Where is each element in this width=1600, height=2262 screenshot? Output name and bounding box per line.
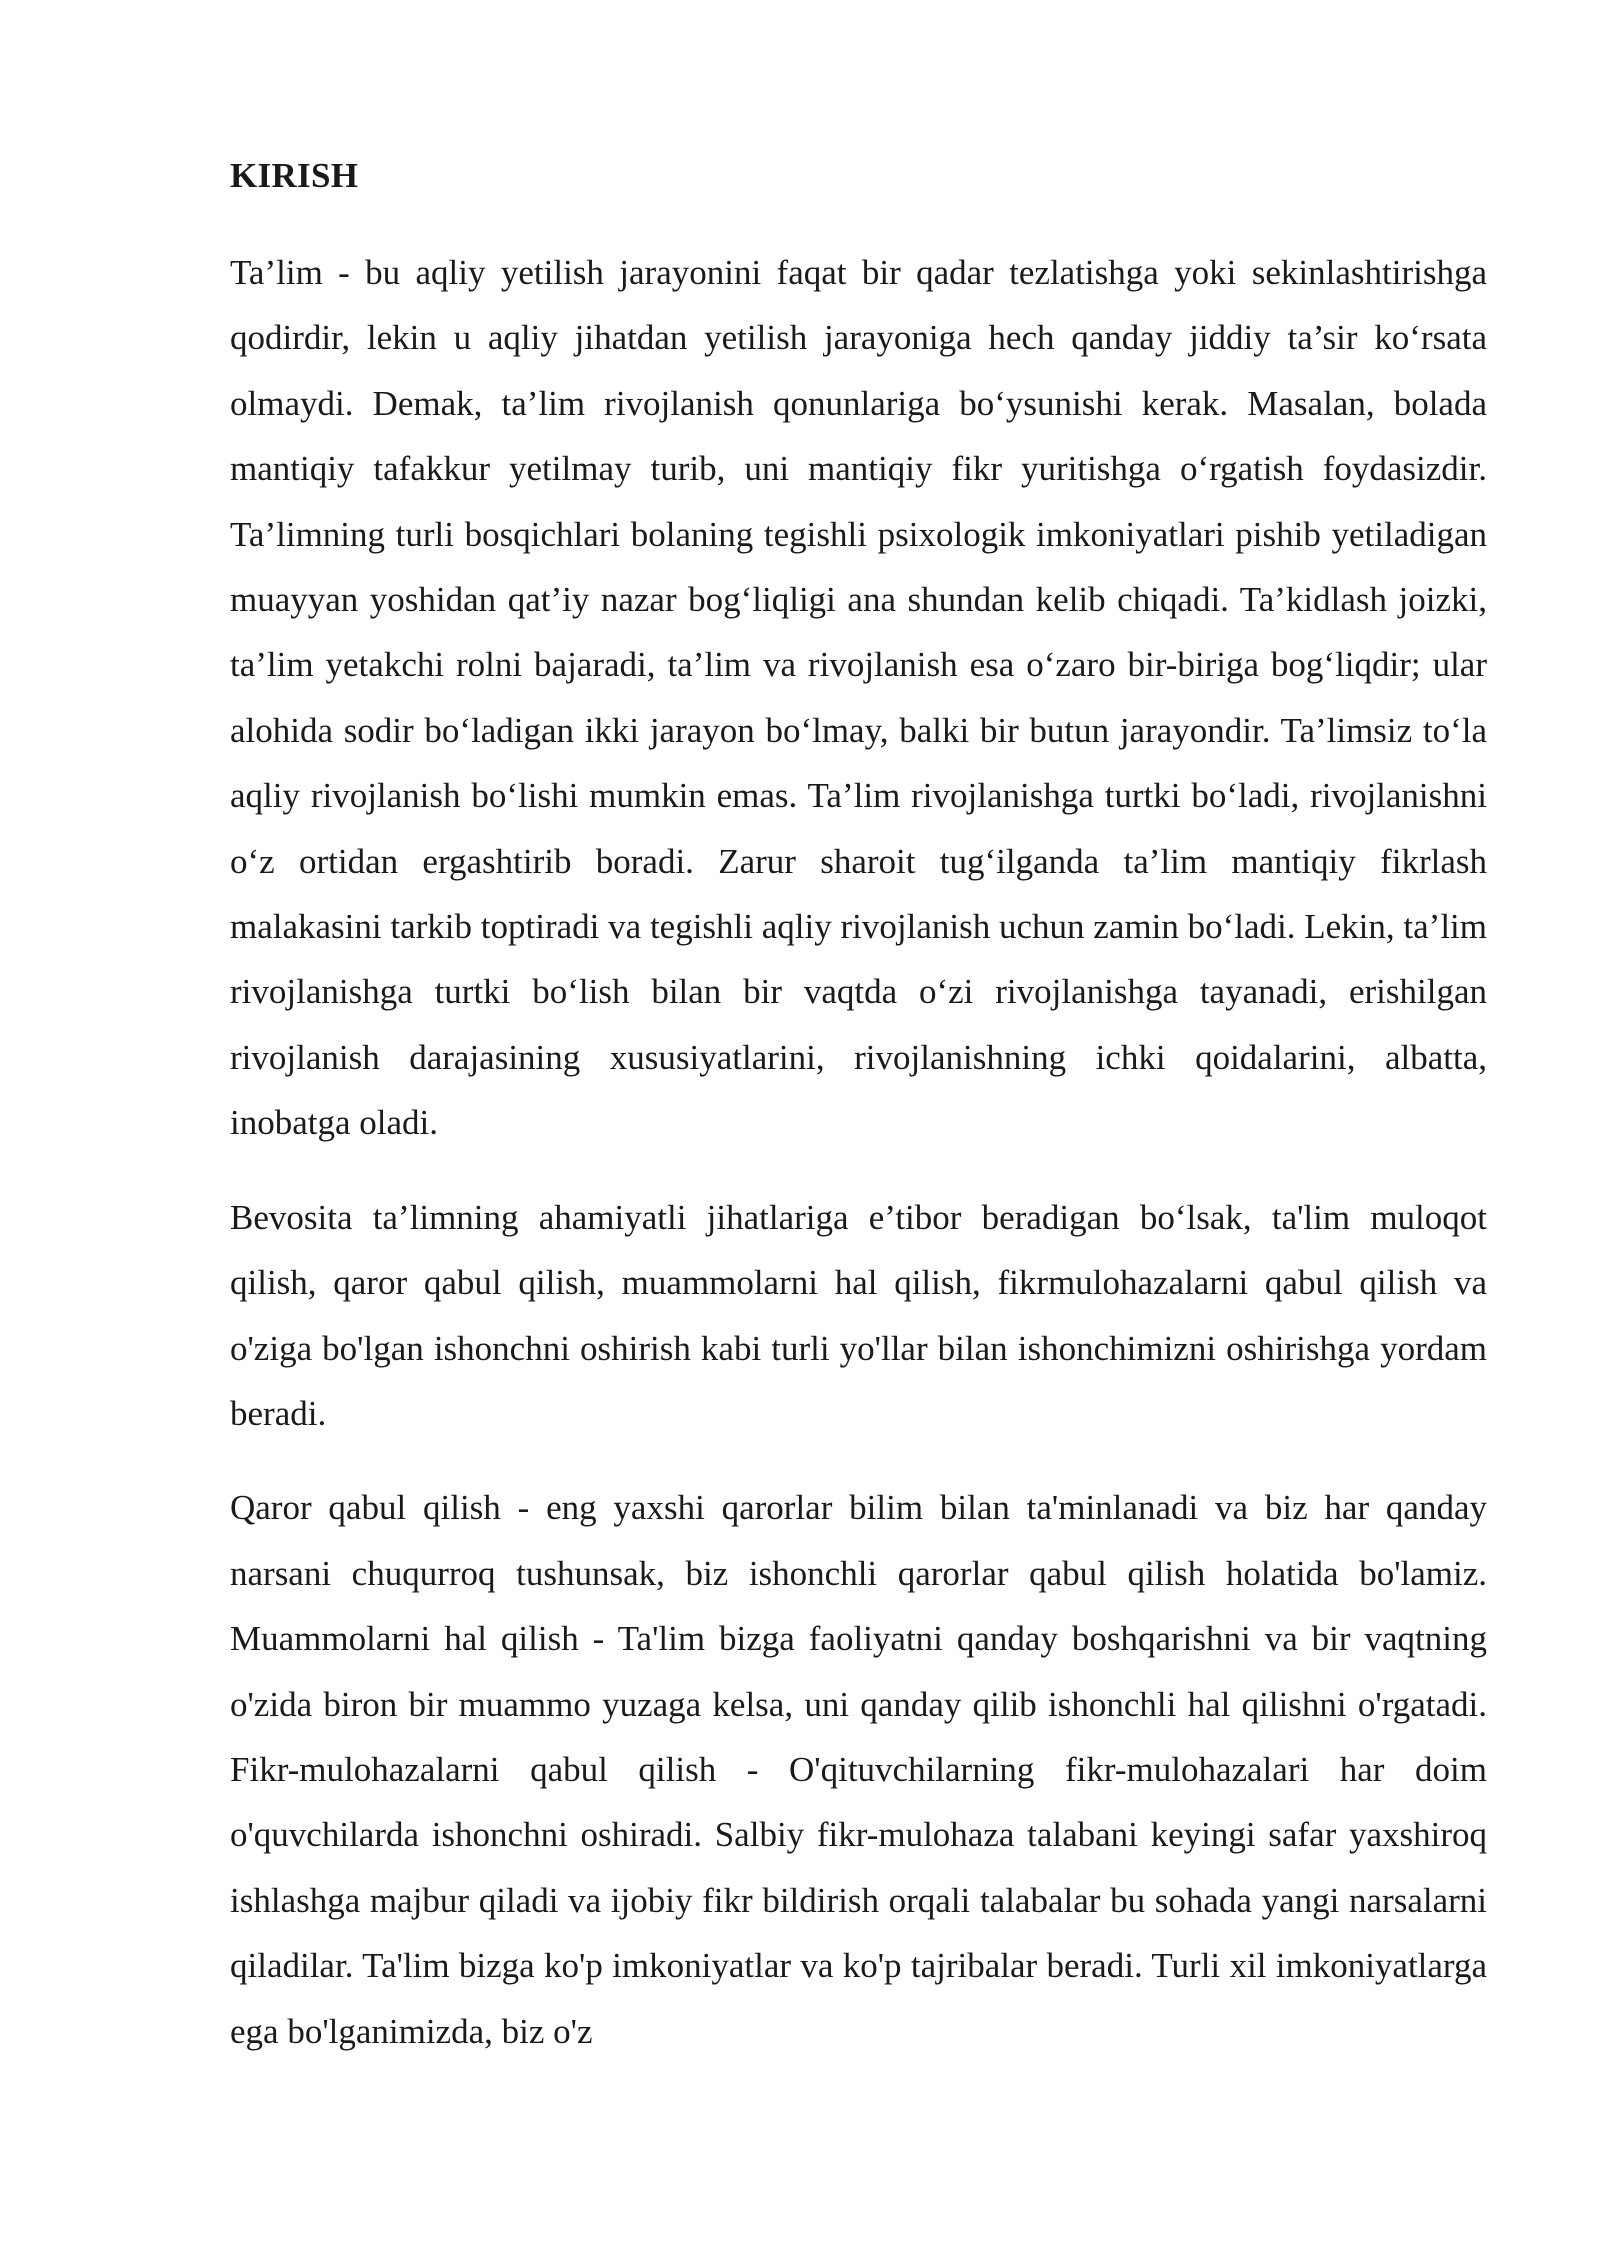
page-title: KIRISH (230, 156, 359, 195)
paragraph-3: Qaror qabul qilish - eng yaxshi qarorlar bilim bilan ta'minlanadi va biz har qanday narsani chuqurroq tushunsak, biz ishonchli qarorlar qabul qilish holatida bo'lamiz. Muammolarni hal qilish - Ta'lim bizga faoliyatni qanday boshqarishni va bir vaqtning o'zida biron bir muammo yuzaga kelsa, uni qanday qilib ishonchli hal qilishni o'rgatadi. Fikr-mulohazalarni qabul qilish - O'qituvchilarning fikr-mulohazalari har doim o'quvchilarda ishonchni oshiradi. Salbiy fikr-mulohaza talabani keyingi safar yaxshiroq ishlashga majbur qiladi va ijobiy fikr bildirish orqali talabalar bu sohada yangi narsalarni qiladilar. Ta'lim bizga ko'p imkoniyatlar va ko'p tajribalar beradi. Turli xil imkoniyatlarga ega bo'lganimizda, biz o'z (230, 1488, 1487, 2051)
paragraph-1: Ta’lim - bu aqliy yetilish jarayonini faqat bir qadar tezlatishga yoki sekinlashtirishga qodirdir, lekin u aqliy jihatdan yetilish jarayoniga hech qanday jiddiy ta’sir ko‘rsata olmaydi. Demak, ta’lim rivojlanish qonunlariga bo‘ysunishi kerak. Masalan, bolada mantiqiy tafakkur yetilmay turib, uni mantiqiy fikr yuritishga o‘rgatish foydasizdir. Ta’limning turli bosqichlari bolaning tegishli psixologik imkoniyatlari pishib yetiladigan muayyan yoshidan qat’iy nazar bog‘liqligi ana shundan kelib chiqadi. Ta’kidlash joizki, ta’lim yetakchi rolni bajaradi, ta’lim va rivojlanish esa o‘zaro bir-biriga bog‘liqdir; ular alohida sodir bo‘ladigan ikki jarayon bo‘lmay, balki bir butun jarayondir. Ta’limsiz to‘la aqliy rivojlanish bo‘lishi mumkin emas. Ta’lim rivojlanishga turtki bo‘ladi, rivojlanishni o‘z ortidan ergashtirib boradi. Zarur sharoit tug‘ilganda ta’lim mantiqiy fikrlash malakasini tarkib toptiradi va tegishli aqliy rivojlanish uchun zamin bo‘ladi. Lekin, ta’lim rivojlanishga turtki bo‘lish bilan bir vaqtda o‘zi rivojlanishga tayanadi, erishilgan rivojlanish darajasining xususiyatlarini, rivojlanishning ichki qoidalarini, albatta, inobatga oladi. (230, 253, 1487, 1143)
paragraph-2: Bevosita ta’limning ahamiyatli jihatlariga e’tibor beradigan bo‘lsak, ta'lim muloqot qilish, qaror qabul qilish, muammolarni hal qilish, fikrmulohazalarni qabul qilish va o'ziga bo'lgan ishonchni oshirish kabi turli yo'llar bilan ishonchimizni oshirishga yordam beradi. (230, 1197, 1487, 1433)
